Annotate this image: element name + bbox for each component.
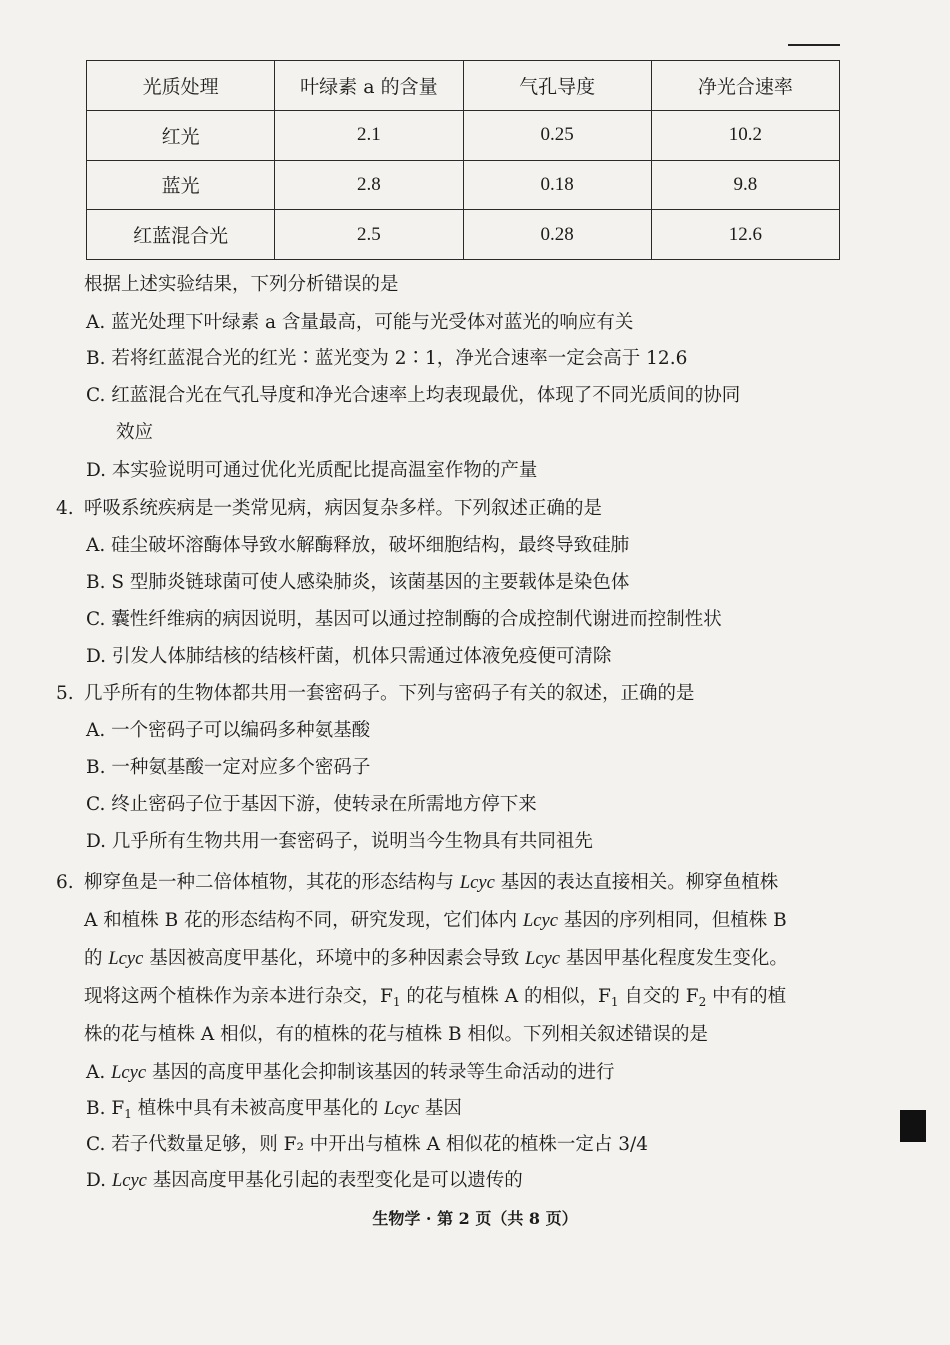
q6-option-a: [86, 1060, 614, 1086]
q6-number: 6.: [56, 872, 74, 893]
table-header: 叶绿素 a 的含量: [275, 61, 463, 111]
q6-text: 现将这两个植株作为亲本进行杂交，F: [84, 986, 393, 1007]
q6-option-d: [86, 1168, 523, 1194]
page-edge-mark: [900, 1110, 926, 1142]
q4-option-a: A. 硅尘破坏溶酶体导致水解酶释放，破坏细胞结构，最终导致硅肺: [86, 535, 630, 556]
gene-name: Lcyc: [459, 873, 495, 893]
q5-option-c: C. 终止密码子位于基因下游，使转录在所需地方停下来: [86, 794, 537, 815]
table-cell: 蓝光: [87, 160, 275, 210]
table-cell: 2.8: [275, 160, 463, 210]
q6-text: 柳穿鱼是一种二倍体植物，其花的形态结构与: [84, 872, 460, 893]
q5-option-a: A. 一个密码子可以编码多种氨基酸: [86, 720, 371, 741]
subscript: 1: [610, 995, 619, 1009]
gene-name: Lcyc: [525, 949, 561, 969]
q6-text: 的: [84, 948, 109, 969]
table-header-row: [87, 61, 840, 111]
q5-stem-text: 几乎所有的生物体都共用一套密码子。下列与密码子有关的叙述，正确的是: [84, 683, 695, 704]
q6-text: 的花与植株 A 的相似，F: [400, 986, 611, 1007]
q5-stem: [56, 681, 695, 707]
table-cell: 0.25: [463, 110, 651, 160]
q6-text: B. F: [86, 1098, 125, 1119]
q6-stem-line4: [84, 984, 786, 1015]
q6-option-b: [86, 1096, 462, 1127]
table-row: [87, 210, 840, 260]
q3-option-d: D. 本实验说明可通过优化光质配比提高温室作物的产量: [86, 460, 538, 481]
table-cell: 红蓝混合光: [87, 210, 275, 260]
table-cell: 0.28: [463, 210, 651, 260]
q5-option-d: D. 几乎所有生物共用一套密码子，说明当今生物具有共同祖先: [86, 831, 593, 852]
q6-text: 自交的 F: [618, 986, 699, 1007]
table-cell: 9.8: [651, 160, 839, 210]
q4-option-d: D. 引发人体肺结核的结核杆菌，机体只需通过体液免疫便可清除: [86, 646, 612, 667]
q3-option-a: A. 蓝光处理下叶绿素 a 含量最高，可能与光受体对蓝光的响应有关: [86, 312, 634, 333]
table-cell: 2.1: [275, 110, 463, 160]
page-footer: 生物学 · 第 2 页（共 8 页）: [372, 1209, 578, 1228]
q6-stem-line1: [56, 870, 778, 896]
q4-option-b: B. S 型肺炎链球菌可使人感染肺炎，该菌基因的主要载体是染色体: [86, 572, 630, 593]
q6-text: 基因甲基化程度发生变化。: [560, 948, 788, 969]
q4-stem-text: 呼吸系统疾病是一类常见病，病因复杂多样。下列叙述正确的是: [84, 498, 603, 519]
q6-text: 基因: [419, 1098, 462, 1119]
subscript: 1: [392, 995, 401, 1009]
q6-text: 中有的植: [706, 986, 787, 1007]
table-cell: 红光: [87, 110, 275, 160]
table-header: 气孔导度: [463, 61, 651, 111]
q6-text: D.: [86, 1170, 112, 1191]
q6-stem-line3: [84, 946, 788, 972]
q4-stem: [56, 496, 602, 522]
gene-name: Lcyc: [522, 911, 558, 931]
q4-number: 4.: [56, 498, 74, 519]
q6-text: 基因的序列相同，但植株 B: [557, 910, 787, 931]
top-mark: [788, 44, 840, 46]
q3-option-c-cont: 效应: [116, 422, 154, 443]
q6-option-c: C. 若子代数量足够，则 F₂ 中开出与植株 A 相似花的植株一定占 3/4: [86, 1134, 649, 1155]
gene-name: Lcyc: [108, 949, 144, 969]
q6-stem-line5: 株的花与植株 A 相似，有的植株的花与植株 B 相似。下列相关叙述错误的是: [84, 1024, 708, 1045]
light-quality-table: [86, 60, 840, 260]
q6-text: 基因高度甲基化引起的表型变化是可以遗传的: [146, 1170, 523, 1191]
table-cell: 10.2: [651, 110, 839, 160]
q4-option-c: C. 囊性纤维病的病因说明，基因可以通过控制酶的合成控制代谢进而控制性状: [86, 609, 722, 630]
q5-option-b: B. 一种氨基酸一定对应多个密码子: [86, 757, 371, 778]
table-header: 净光合速率: [651, 61, 839, 111]
q6-text: 基因的高度甲基化会抑制该基因的转录等生命活动的进行: [146, 1062, 615, 1083]
q5-number: 5.: [56, 683, 74, 704]
table-row: [87, 160, 840, 210]
table-header: 光质处理: [87, 61, 275, 111]
subscript: 1: [124, 1107, 132, 1121]
q3-option-b: B. 若将红蓝混合光的红光∶蓝光变为 2∶1，净光合速率一定会高于 12.6: [86, 348, 688, 369]
table-cell: 12.6: [651, 210, 839, 260]
gene-name: Lcyc: [111, 1171, 147, 1191]
table-cell: 0.18: [463, 160, 651, 210]
q6-text: 植株中具有未被高度甲基化的: [131, 1098, 385, 1119]
gene-name: Lcyc: [111, 1063, 147, 1083]
q6-stem-line2: [84, 908, 787, 934]
q6-text: A 和植株 B 花的形态结构不同，研究发现，它们体内: [84, 910, 523, 931]
q3-stem: 根据上述实验结果，下列分析错误的是: [84, 274, 399, 295]
subscript: 2: [698, 995, 707, 1009]
table-cell: 2.5: [275, 210, 463, 260]
gene-name: Lcyc: [384, 1099, 420, 1119]
q3-option-c: C. 红蓝混合光在气孔导度和净光合速率上均表现最优，体现了不同光质间的协同: [86, 385, 741, 406]
q6-text: 基因的表达直接相关。柳穿鱼植株: [494, 872, 779, 893]
q6-text: A.: [86, 1062, 112, 1083]
table-row: [87, 110, 840, 160]
q6-text: 基因被高度甲基化，环境中的多种因素会导致: [143, 948, 526, 969]
